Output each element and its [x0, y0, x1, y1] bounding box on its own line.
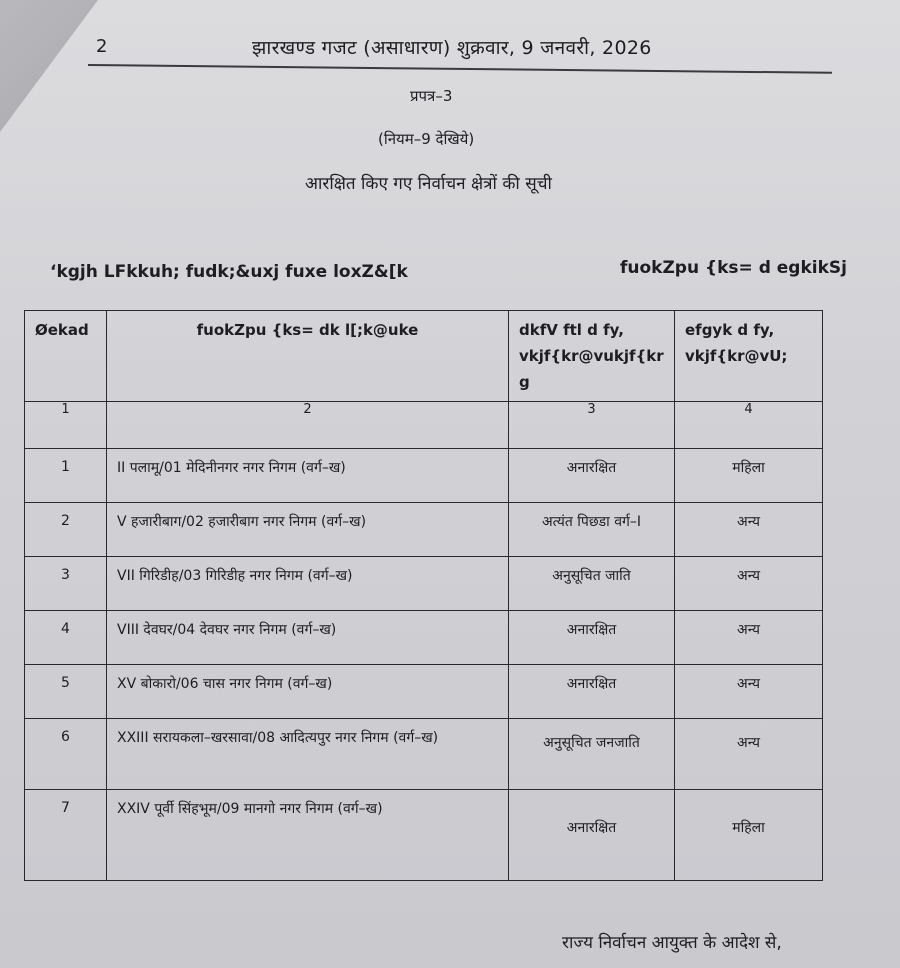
women-reservation: महिला — [732, 460, 765, 476]
constituency-name: II पलामू/01 मेदिनीनगर नगर निगम (वर्ग–ख) — [117, 460, 346, 476]
column-number: 3 — [509, 402, 675, 449]
reservation-category: अनारक्षित — [566, 622, 617, 638]
women-reservation: महिला — [732, 820, 765, 836]
reservation-category: अनुसूचित जनजाति — [543, 735, 640, 751]
constituency-name: XXIII सरायकला–खरसावा/08 आदित्यपुर नगर निगम (वर्ग–ख) — [117, 730, 439, 746]
table-row — [25, 611, 823, 665]
constituency-name: VIII देवघर/04 देवघर नगर निगम (वर्ग–ख) — [117, 622, 337, 638]
constituency-name: XXIV पूर्वी सिंहभूम/09 मानगो नगर निगम (वर्ग–ख) — [117, 801, 383, 817]
reservation-category: अनारक्षित — [566, 460, 617, 476]
constituency-name: VII गिरिडीह/03 गिरिडीह नगर निगम (वर्ग–ख) — [117, 568, 353, 584]
table-row — [25, 557, 823, 611]
constituency-label: fuokZpu {ks= d egkikSj — [620, 258, 847, 278]
women-reservation: अन्य — [737, 676, 760, 692]
row-serial: 6 — [61, 729, 70, 745]
header-serial: Øekad — [25, 311, 107, 402]
row-serial: 5 — [61, 675, 70, 691]
constituency-name: V हजारीबाग/02 हजारीबाग नगर निगम (वर्ग–ख) — [117, 514, 367, 530]
table-header-row — [25, 311, 823, 402]
header-category: dkfV ftl d fy, vkjf{kr@vukjf{kr g — [509, 311, 675, 402]
column-number: 2 — [107, 402, 509, 449]
row-serial: 1 — [61, 459, 70, 475]
table-row — [25, 665, 823, 719]
row-serial: 3 — [61, 567, 70, 583]
table-row — [25, 503, 823, 557]
document-title: आरक्षित किए गए निर्वाचन क्षेत्रों की सूची — [305, 174, 552, 194]
gazette-title: झारखण्ड गजट (असाधारण) शुक्रवार, 9 जनवरी, 2026 — [252, 37, 652, 59]
women-reservation: अन्य — [737, 735, 760, 751]
reservation-category: अनारक्षित — [566, 820, 617, 836]
table-row — [25, 719, 823, 790]
women-reservation: अन्य — [737, 568, 760, 584]
column-number-row — [25, 402, 823, 449]
row-serial: 2 — [61, 513, 70, 529]
form-label: प्रपत्र–3 — [410, 87, 453, 105]
column-number: 4 — [675, 402, 823, 449]
rule-reference: (नियम–9 देखिये) — [378, 130, 475, 148]
reservation-category: अनारक्षित — [566, 676, 617, 692]
row-serial: 4 — [61, 621, 70, 637]
header-constituency: fuokZpu {ks= dk l[;k@uke — [107, 311, 509, 402]
row-serial: 7 — [61, 800, 70, 816]
table-row — [25, 449, 823, 503]
page-number: 2 — [96, 36, 108, 57]
reservation-table — [24, 310, 822, 881]
women-reservation: अन्य — [737, 514, 760, 530]
signature-line: राज्य निर्वाचन आयुक्त के आदेश से, — [562, 933, 782, 953]
local-body-label: ‘kgjh LFkkuh; fudk;&uxj fuxe loxZ&[k — [50, 262, 408, 282]
table-row — [25, 790, 823, 881]
reservation-category: अत्यंत पिछडा वर्ग–I — [541, 514, 642, 530]
women-reservation: अन्य — [737, 622, 760, 638]
column-number: 1 — [25, 402, 107, 449]
header-women: efgyk d fy, vkjf{kr@vU; — [675, 311, 823, 402]
constituency-name: XV बोकारो/06 चास नगर निगम (वर्ग–ख) — [117, 676, 333, 692]
reservation-category: अनुसूचित जाति — [552, 568, 631, 584]
